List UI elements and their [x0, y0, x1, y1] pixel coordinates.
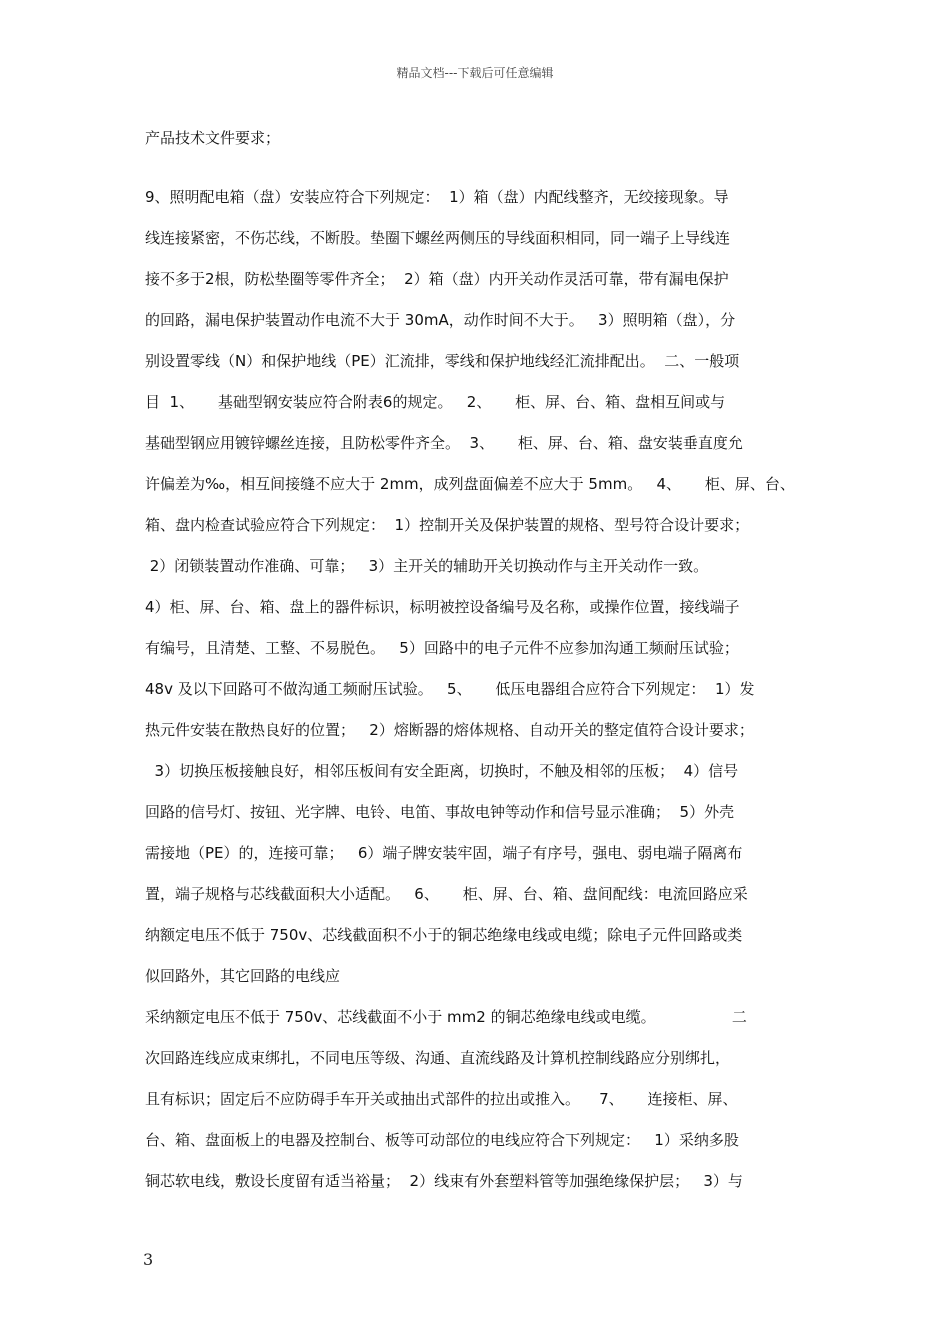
text-line: 48v 及以下回路可不做沟通工频耐压试验。 5、 低压电器组合应符合下列规定： 1）发 [145, 680, 755, 698]
text-line: 3）切换压板接触良好，相邻压板间有安全距离，切换时，不触及相邻的压板； 4）信号 [145, 762, 739, 780]
page-number: 3 [143, 1250, 154, 1269]
text-line: 别设置零线（N）和保护地线（PE）汇流排，零线和保护地线经汇流排配出。 二、一般项 [145, 352, 740, 370]
text-line: 台、箱、盘面板上的电器及控制台、板等可动部位的电线应符合下列规定： 1）采纳多股 [145, 1131, 739, 1149]
page-header: 精品文档---下载后可任意编辑 [396, 66, 554, 80]
text-line: 4）柜、屏、台、箱、盘上的器件标识，标明被控设备编号及名称，或操作位置，接线端子 [145, 598, 740, 616]
text-line: 热元件安装在散热良好的位置； 2）熔断器的熔体规格、自动开关的整定值符合设计要求； [145, 721, 754, 739]
text-line: 接不多于2根，防松垫圈等零件齐全； 2）箱（盘）内开关动作灵活可靠，带有漏电保护 [145, 270, 729, 288]
text-line: 次回路连线应成束绑扎，不同电压等级、沟通、直流线路及计算机控制线路应分别绑扎， [145, 1049, 731, 1067]
text-line: 箱、盘内检查试验应符合下列规定： 1）控制开关及保护装置的规格、型号符合设计要求； [145, 516, 750, 534]
text-line: 线连接紧密，不伤芯线，不断股。垫圈下螺丝两侧压的导线面积相同，同一端子上导线连 [145, 229, 731, 247]
text-line: 的回路，漏电保护装置动作电流不大于 30mA，动作时间不大于。 3）照明箱（盘），分 [145, 311, 736, 329]
text-line: 似回路外，其它回路的电线应 [145, 967, 341, 985]
text-line: 纳额定电压不低于 750v、芯线截面积不小于的铜芯绝缘电线或电缆；除电子元件回路或类 [145, 926, 743, 944]
text-line: 2）闭锁装置动作准确、可靠； 3）主开关的辅助开关切换动作与主开关动作一致。 [145, 557, 709, 575]
text-line: 且有标识；固定后不应防碍手车开关或抽出式部件的拉出或推入。 7、 连接柜、屏、 [145, 1090, 738, 1108]
text-line: 铜芯软电线，敷设长度留有适当裕量； 2）线束有外套塑料管等加强绝缘保护层； 3）与 [145, 1172, 743, 1190]
text-line: 产品技术文件要求； [145, 129, 281, 147]
text-line: 有编号，且清楚、工整、不易脱色。 5）回路中的电子元件不应参加沟通工频耐压试验； [145, 639, 739, 657]
text-line: 目 1、 基础型钢安装应符合附表6的规定。 2、 柜、屏、台、箱、盘相互间或与 [145, 393, 726, 411]
text-line: 回路的信号灯、按钮、光字牌、电铃、电笛、事故电钟等动作和信号显示准确； 5）外壳 [145, 803, 735, 821]
text-line: 许偏差为‰，相互间接缝不应大于 2mm，成列盘面偏差不应大于 5mm。 4、 柜、屏、台、 [145, 475, 795, 493]
text-line: 采纳额定电压不低于 750v、芯线截面不小于 mm2 的铜芯绝缘电线或电缆。 二 [145, 1008, 747, 1026]
text-line: 置，端子规格与芯线截面积大小适配。 6、 柜、屏、台、箱、盘间配线：电流回路应采 [145, 885, 748, 903]
text-line: 基础型钢应用镀锌螺丝连接，且防松零件齐全。 3、 柜、屏、台、箱、盘安装垂直度允 [145, 434, 743, 452]
text-line: 需接地（PE）的，连接可靠； 6）端子牌安装牢固，端子有序号，强电、弱电端子隔离布 [145, 844, 743, 862]
text-line: 9、照明配电箱（盘）安装应符合下列规定： 1）箱（盘）内配线整齐，无绞接现象。导 [145, 188, 729, 206]
